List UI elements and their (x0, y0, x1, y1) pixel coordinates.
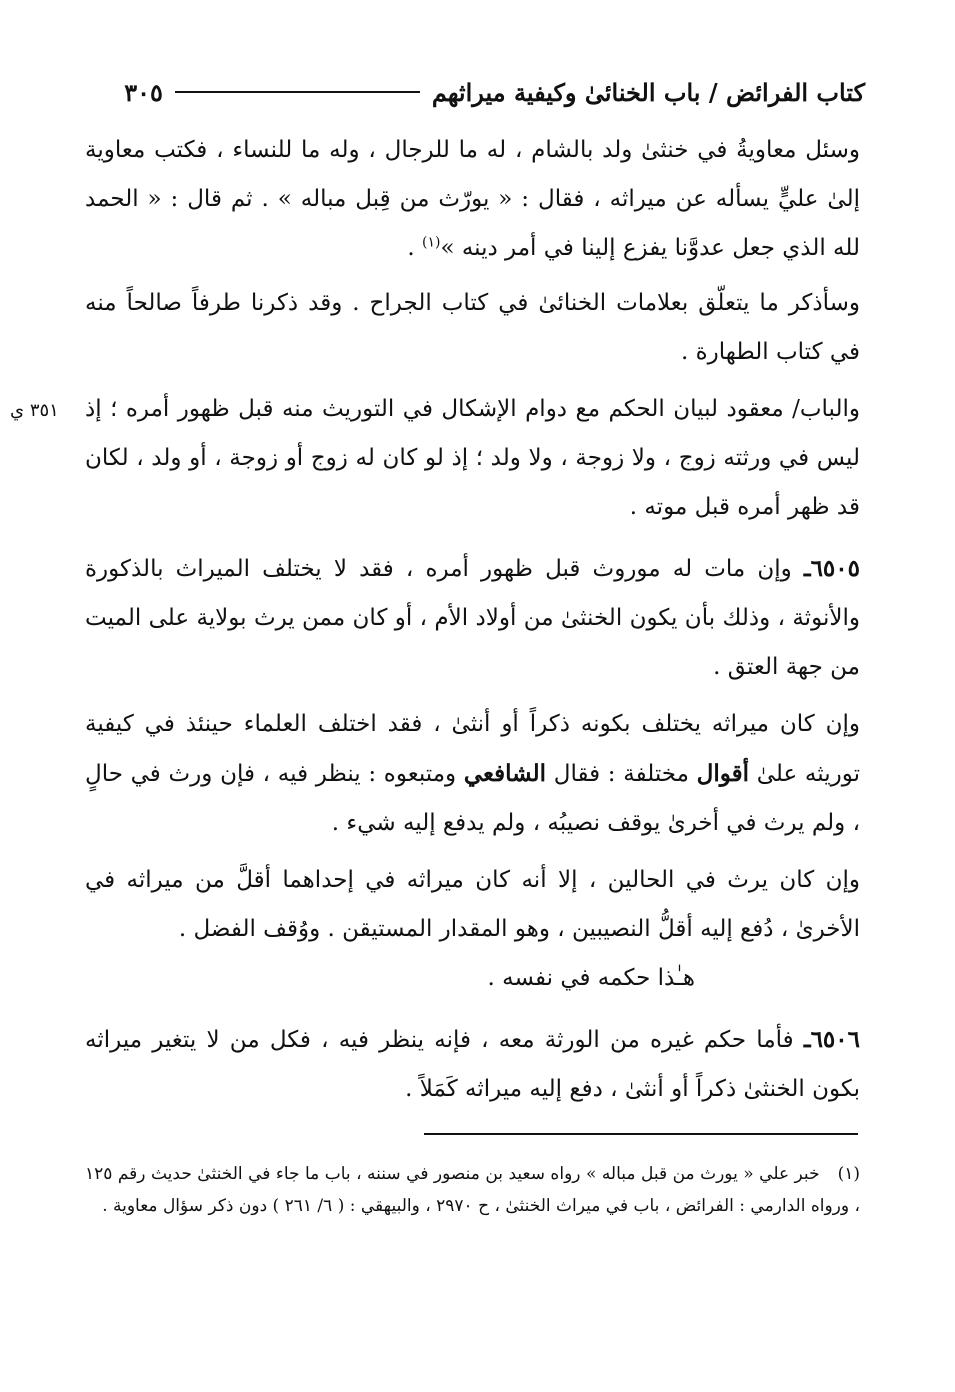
paragraph-3-text: والباب/ معقود لبيان الحكم مع دوام الإشكال في التوريث منه قبل ظهور أمره ؛ إذ ليس في ورثته زوج ، ولا زوجة ، ولا ولد ؛ إذ لو كان له زوج أو زوجة ، أو ولد ، لكان قد ظهر أمره قبل موته . (85, 396, 860, 520)
paragraph-6505-text: وإن مات له موروث قبل ظهور أمره ، فقد لا يختلف الميراث بالذكورة والأنوثة ، وذلك بأن يكون الخنثىٰ من أولاد الأم ، أو كان ممن يرث بولاية على الميت من جهة العتق . (85, 556, 860, 680)
paragraph-1-text: وسئل معاويةُ في خنثىٰ ولد بالشام ، له ما للرجال ، وله ما للنساء ، فكتب معاوية إلىٰ عليٍّ يسأله عن ميراثه ، فقال : « يورّث من قِبل مباله » . ثم قال : « الحمد لله الذي جعل عدوَّنا يفزع إلينا في أمر دينه » (85, 137, 860, 261)
paragraph-6-text: وإن كان يرث في الحالين ، إلا أنه كان ميراثه في إحداهما أقلَّ من ميراثه في الأخرىٰ ، دُفع إليه أقلُّ النصيبين ، وهو المقدار المستيقن . ووُقف الفضل . (85, 867, 860, 942)
paragraph-1 (85, 126, 860, 273)
running-header (85, 68, 865, 116)
paragraph-6506-text: فأما حكم غيره من الورثة معه ، فإنه ينظر فيه ، فكل من لا يتغير ميراثه بكون الخنثىٰ ذكراً أو أنثىٰ ، دفع إليه ميراثه كَمَلاً . (85, 1027, 860, 1102)
footnote-separator (424, 1133, 858, 1135)
paragraph-7 (85, 954, 860, 1003)
header-rule (175, 91, 420, 93)
paragraph-5-bold-aqwal: أقوال (696, 760, 750, 787)
footnote (85, 1158, 860, 1222)
section-number-6506: ٦٥٠٦ـ (803, 1026, 860, 1053)
main-text (85, 126, 860, 1124)
paragraph-2 (85, 279, 860, 377)
paragraph-1-end: . (407, 235, 422, 261)
paragraph-5-pre: وإن كان ميراثه يختلف بكونه ذكراً أو أنثىٰ ، فقد اختلف العلماء حينئذ في كيفية توريثه علىٰ (85, 711, 860, 787)
paragraph-5-mid: مختلفة : فقال (546, 761, 697, 787)
section-number-6505: ٦٥٠٥ـ (803, 555, 860, 582)
footnote-number: (١) (837, 1164, 860, 1184)
page-number: ٣٠٥ (124, 77, 163, 107)
paragraph-7-text: هـٰذا حكمه في نفسه . (487, 965, 695, 991)
header-title: كتاب الفرائض / باب الخنائىٰ وكيفية ميراثهم (431, 77, 865, 107)
paragraph-6505 (85, 544, 860, 692)
paragraph-6506 (85, 1015, 860, 1114)
margin-note: ٣٥١ ي (10, 400, 59, 421)
paragraph-5-post: ومتبعوه : ينظر فيه ، فإن ورث في حالٍ ، ولم يرث في أخرىٰ يوقف نصيبُه ، ولم يدفع إليه شيء . (85, 761, 860, 836)
paragraph-2-text: وسأذكر ما يتعلّق بعلامات الخنائىٰ في كتاب الجراح . وقد ذكرنا طرفاً صالحاً منه في كتاب الطهارة . (85, 290, 860, 365)
paragraph-5-bold-shafii: الشافعي (463, 760, 547, 787)
footnote-text: خبر علي « يورث من قبل مباله » رواه سعيد بن منصور في سننه ، باب ما جاء في الخنثىٰ حديث رقم ١٢٥ ، ورواه الدارمي : الفرائض ، باب في ميراث الخنثىٰ ، ح ٢٩٧٠ ، والبيهقي : ( ٦/ ٢٦١ ) دون ذكر سؤال معاوية . (85, 1164, 860, 1216)
paragraph-6 (85, 856, 860, 954)
paragraph-5 (85, 700, 860, 848)
paragraph-3 (85, 385, 860, 532)
footnote-reference: (١) (421, 234, 441, 251)
